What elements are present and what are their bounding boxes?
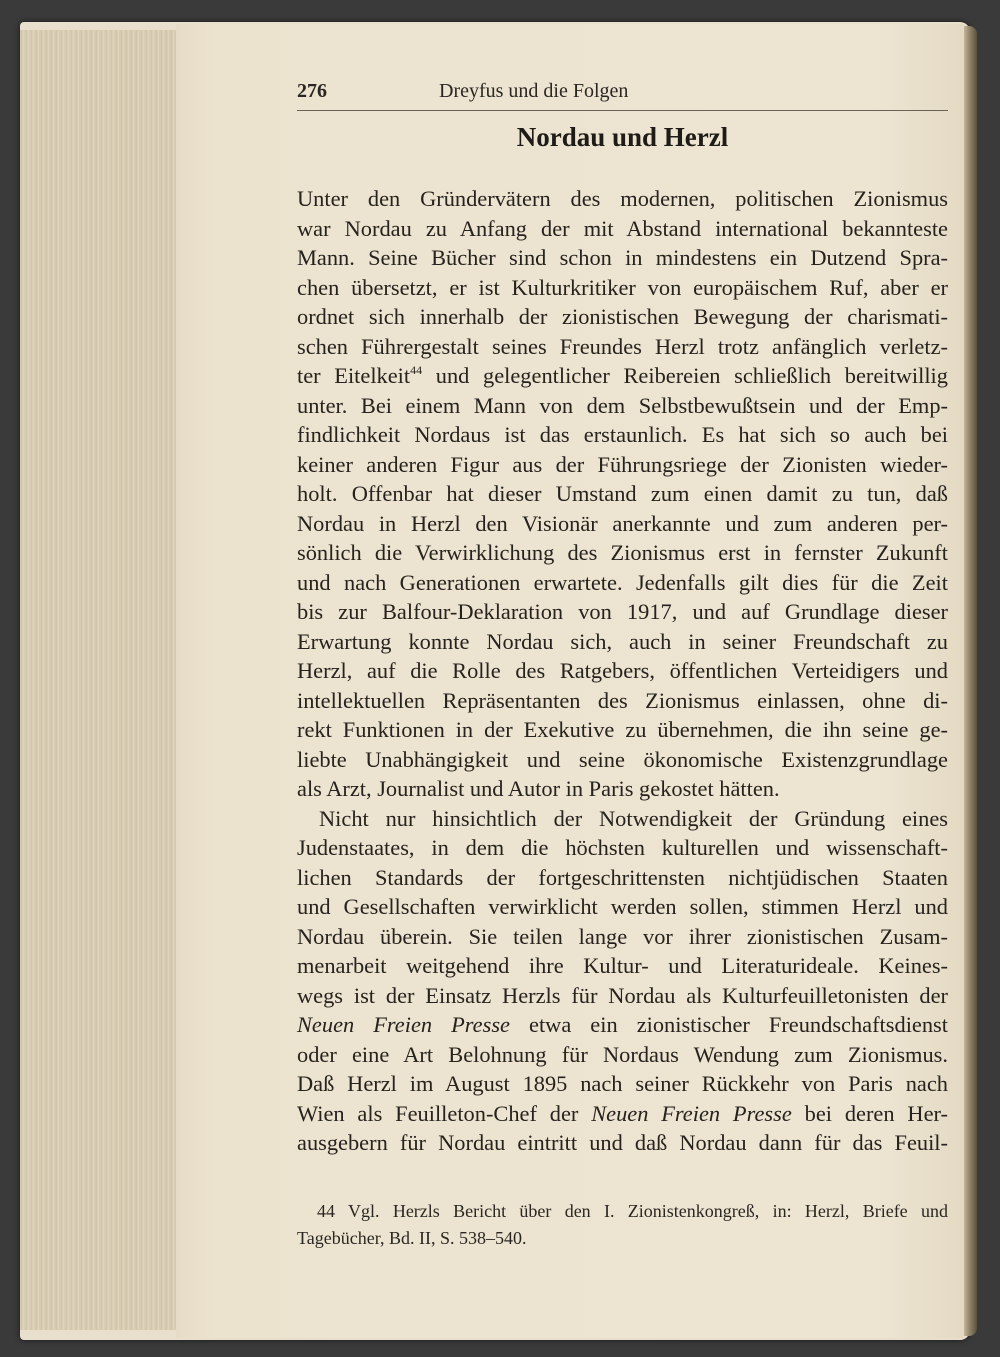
text-line: Erwartung konnte Nordau sich, auch in seiner Freundschaft zu [297,628,948,654]
text-line: schen Führergestalt seines Freundes Herzl trotz anfänglich verletz- [297,333,948,359]
text-line: rekt Funktionen in der Exekutive zu übernehmen, die ihn seine ge- [297,717,948,742]
text-line: und Gesellschaften verwirklicht werden sollen, stimmen Herzl und [297,894,948,919]
newspaper-title: Neuen Freien Presse [591,1100,792,1126]
text-line: keiner anderen Figur aus der Führungsriege der Zionisten wieder- [297,451,948,477]
text-line: findlichkeit Nordaus ist das erstaunlich. Es hat sich so auch bei [297,422,948,447]
text-line: oder eine Art Belohnung für Nordaus Wendung zum Zionismus. [297,1041,948,1067]
text-line: und nach Generationen erwartete. Jedenfalls gilt dies für die Zeit [297,569,948,595]
text-line: bis zur Balfour-Deklaration von 1917, und auf Grundlage dieser [297,599,948,624]
text-line: menarbeit weitgehend ihre Kultur- und Literaturideale. Keines- [297,953,948,978]
page-header [297,80,948,111]
text-line-with-title [297,1099,948,1129]
footnote-number: 44 [317,1201,335,1221]
body-text [297,184,948,1158]
footnote-text: Vgl. Herzls Bericht über den I. Zionistenkongreß, in: Herzl, Briefe und [348,1201,948,1221]
text-line: lichen Standards der fortgeschrittensten nichtjüdischen Staaten [297,864,948,890]
text-line: Herzl, auf die Rolle des Ratgebers, öffentlichen Verteidigers und [297,658,948,683]
footnote-line: Tagebücher, Bd. II, S. 538–540. [297,1228,527,1248]
text-line: Judenstaates, in dem die höchsten kulturellen und wissenschaft- [297,835,948,860]
text-fragment: ter Eitelkeit [297,363,411,388]
running-head: Dreyfus und die Folgen [439,80,629,102]
text-fragment: Wien als Feuilleton-Chef der [297,1100,579,1126]
text-line: war Nordau zu Anfang der mit Abstand international bekannteste [297,215,948,241]
text-line: Nordau in Herzl den Visionär anerkannte und zum anderen per- [297,510,948,536]
text-fragment: etwa ein zionistischer Freundschaftsdienst [529,1012,948,1037]
footnote-reference[interactable]: 44 [410,363,423,377]
text-line: intellektuellen Repräsentanten des Zionismus einlassen, ohne di- [297,687,948,713]
page-number: 276 [297,80,327,102]
footnote-line [297,1198,948,1225]
text-line: holt. Offenbar hat dieser Umstand zum einen damit zu tun, daß [297,481,948,506]
text-fragment: bei deren Her- [804,1100,948,1126]
text-line-with-title [297,1010,948,1040]
text-line: ordnet sich innerhalb der zionistischen Bewegung der charismati- [297,304,948,329]
text-line: wegs ist der Einsatz Herzls für Nordau als Kulturfeuilletonisten der [297,982,948,1008]
text-line: chen übersetzt, er ist Kulturkritiker von europäischem Ruf, aber er [297,274,948,300]
text-line: ausgebern für Nordau eintritt und daß Nordau dann für das Feuil- [297,1130,948,1155]
text-line: Nordau überein. Sie teilen lange vor ihrer zionistischen Zusam- [297,923,948,949]
text-line: Mann. Seine Bücher sind schon in mindestens ein Dutzend Spra- [297,245,948,270]
text-line: Daß Herzl im August 1895 nach seiner Rückkehr von Paris nach [297,1071,948,1096]
text-line: Unter den Gründervätern des modernen, politischen Zionismus [297,186,948,211]
newspaper-title: Neuen Freien Presse [297,1012,510,1037]
text-line: unter. Bei einem Mann von dem Selbstbewußtsein und der Emp- [297,392,948,418]
text-line-with-footnote [297,361,948,391]
text-line: Nicht nur hinsichtlich der Notwendigkeit der Gründung eines [319,805,948,831]
footnote [297,1198,948,1252]
text-fragment: und gelegentlicher Reibereien schließlich bereitwillig [435,363,948,388]
chapter-title: Nordau und Herzl [516,122,729,152]
text-line: liebte Unabhängigkeit und seine ökonomische Existenzgrundlage [297,746,948,772]
book-cover-edge [963,26,977,1336]
text-line: als Arzt, Journalist und Autor in Paris gekostet hätten. [297,776,780,801]
page-edges [20,30,181,1330]
text-line: sönlich die Verwirklichung des Zionismus erst in fernster Zukunft [297,540,948,565]
